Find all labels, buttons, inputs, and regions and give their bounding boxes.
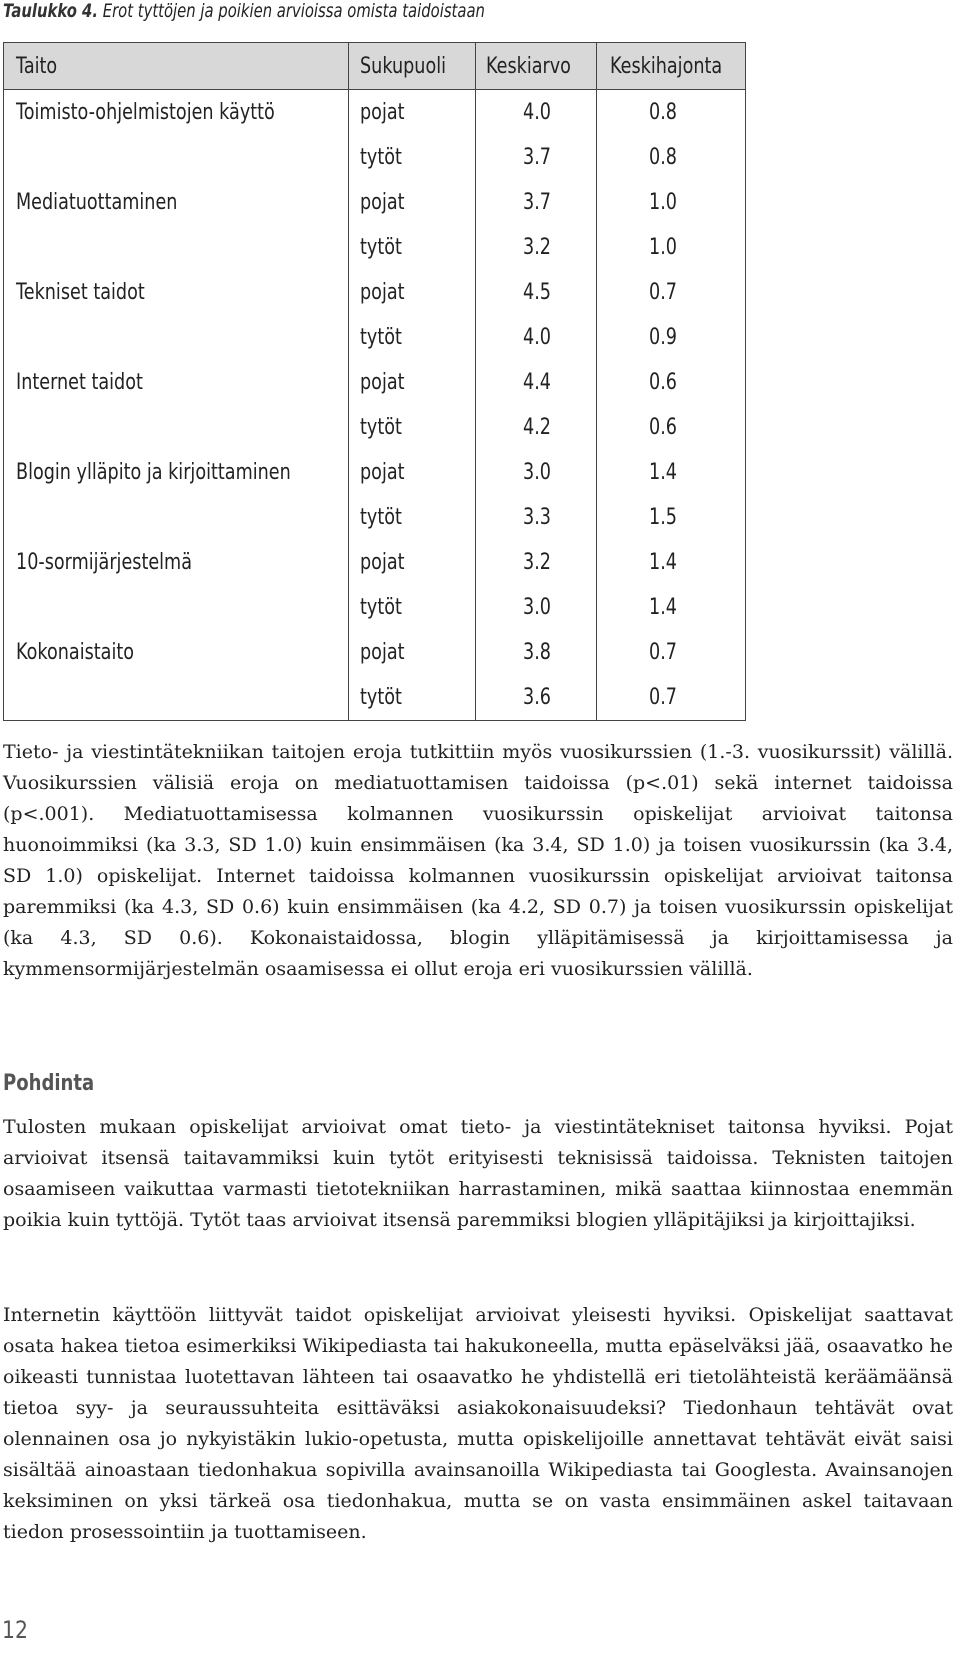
table-row: [4, 540, 746, 585]
table-cell: tytöt: [349, 585, 476, 630]
table-cell: 0.8: [597, 90, 746, 136]
table-row: [4, 315, 746, 360]
table-row: [4, 675, 746, 721]
table-row: [4, 225, 746, 270]
table-cell: 1.4: [597, 450, 746, 495]
table-cell: 1.5: [597, 495, 746, 540]
table-cell: 0.7: [597, 270, 746, 315]
table-cell: 1.0: [597, 225, 746, 270]
table-cell: tytöt: [349, 675, 476, 721]
table-cell: Internet taidot: [4, 360, 349, 405]
results-paragraph: Tieto- ja viestintätekniikan taitojen eroja tutkittiin myös vuosikurssien (1.-3. vuosikurssit) välillä. Vuosikurssien välisiä eroja on mediatuottamisen taidoissa (p<.01) sekä internet taidoissa (p<.001). Mediatuottamisessa kolmannen vuosikurssin opiskelijat arvioivat taitonsa huonoimmiksi (ka 3.3, SD 1.0) kuin ensimmäisen (ka 3.4, SD 1.0) ja toisen vuosikurssin (ka 3.4, SD 1.0) opiskelijat. Internet taidoissa kolmannen vuosikurssin opiskelijat arvioivat taitonsa paremmiksi (ka 4.3, SD 0.6) kuin ensimmäisen (ka 4.2, SD 0.7) ja toisen vuosikurssin opiskelijat (ka 4.3, SD 0.6). Kokonaistaidossa, blogin ylläpitämisessä ja kirjoittamisessa ja kymmensormijärjestelmän osaamisessa ei ollut eroja eri vuosikurssien välillä.: [3, 741, 953, 980]
table-cell: Mediatuottaminen: [4, 180, 349, 225]
table-caption-text: Erot tyttöjen ja poikien arvioissa omista taidoistaan: [102, 0, 485, 22]
table-cell: 3.8: [476, 630, 597, 675]
header-cell: Keskihajonta: [597, 43, 746, 90]
table-cell: 0.7: [597, 675, 746, 721]
table-cell: 4.0: [476, 90, 597, 136]
table-cell: [4, 495, 349, 540]
table-row: [4, 360, 746, 405]
table-cell: 4.5: [476, 270, 597, 315]
table-cell: 0.8: [597, 135, 746, 180]
table-cell: [4, 405, 349, 450]
table-cell: 3.2: [476, 225, 597, 270]
table-cell: tytöt: [349, 495, 476, 540]
table-row: [4, 450, 746, 495]
table-cell: 0.6: [597, 360, 746, 405]
table-cell: 0.6: [597, 405, 746, 450]
table-cell: pojat: [349, 360, 476, 405]
table-cell: 3.7: [476, 135, 597, 180]
table-cell: [4, 135, 349, 180]
table-cell: pojat: [349, 90, 476, 136]
table-cell: 4.4: [476, 360, 597, 405]
table-cell: tytöt: [349, 405, 476, 450]
table-cell: Blogin ylläpito ja kirjoittaminen: [4, 450, 349, 495]
table-cell: 1.4: [597, 585, 746, 630]
table-cell: 3.2: [476, 540, 597, 585]
table-cell: 4.2: [476, 405, 597, 450]
table-cell: 1.4: [597, 540, 746, 585]
table-cell: Tekniset taidot: [4, 270, 349, 315]
table-caption: [3, 0, 485, 22]
table-cell: 0.9: [597, 315, 746, 360]
table-caption-label: Taulukko 4.: [3, 0, 99, 22]
table-cell: Kokonaistaito: [4, 630, 349, 675]
header-cell: Keskiarvo: [476, 43, 597, 90]
table-cell: [4, 315, 349, 360]
table-cell: [4, 675, 349, 721]
table-cell: 3.0: [476, 585, 597, 630]
table-header-row: [4, 43, 746, 90]
table-cell: Toimisto-ohjelmistojen käyttö: [4, 90, 349, 136]
table-cell: 0.7: [597, 630, 746, 675]
table-cell: pojat: [349, 540, 476, 585]
table-row: [4, 135, 746, 180]
table-cell: 3.7: [476, 180, 597, 225]
header-cell: Taito: [4, 43, 349, 90]
table-cell: tytöt: [349, 225, 476, 270]
table-cell: tytöt: [349, 315, 476, 360]
table-row: [4, 180, 746, 225]
table-cell: 10-sormijärjestelmä: [4, 540, 349, 585]
table-row: [4, 405, 746, 450]
table-cell: [4, 225, 349, 270]
table-cell: 3.0: [476, 450, 597, 495]
table-body: [4, 90, 746, 721]
section-heading: Pohdinta: [3, 1071, 95, 1096]
page-number: 12: [2, 1616, 28, 1644]
table-row: [4, 585, 746, 630]
skills-table: [3, 42, 746, 721]
table-cell: 1.0: [597, 180, 746, 225]
table-row: [4, 270, 746, 315]
table-cell: pojat: [349, 180, 476, 225]
table-cell: 3.3: [476, 495, 597, 540]
discussion-paragraph-2: Internetin käyttöön liittyvät taidot opiskelijat arvioivat yleisesti hyviksi. Opiskelijat saattavat osata hakea tietoa esimerkiksi Wikipediasta tai hakukoneella, mutta epäselväksi jää, osaavatko he oikeasti tunnistaa luotettavan lähteen tai osaavatko he yhdistellä eri tietolähteistä keräämäänsä tietoa syy- ja seuraussuhteita esittäväksi asiakokonaisuudeksi? Tiedonhaun tehtävät ovat olennainen osa jo nykyistäkin lukio-opetusta, mutta opiskelijoille annettavat tehtävät eivät saisi sisältää ainoastaan tiedonhakua sopivilla avainsanoilla Wikipediasta tai Googlesta. Avainsanojen keksiminen on yksi tärkeä osa tiedonhakua, mutta se on vasta ensimmäinen askel taitavaan tiedon prosessointiin ja tuottamiseen.: [3, 1304, 953, 1543]
table-cell: pojat: [349, 270, 476, 315]
table-cell: 3.6: [476, 675, 597, 721]
table-cell: [4, 585, 349, 630]
table-row: [4, 90, 746, 136]
table-cell: pojat: [349, 450, 476, 495]
header-cell: Sukupuoli: [349, 43, 476, 90]
table-row: [4, 495, 746, 540]
table-cell: 4.0: [476, 315, 597, 360]
table-row: [4, 630, 746, 675]
table-cell: pojat: [349, 630, 476, 675]
discussion-paragraph-1: Tulosten mukaan opiskelijat arvioivat omat tieto- ja viestintätekniset taitonsa hyviksi. Pojat arvioivat itsensä taitavammiksi kuin tytöt erityisesti teknisissä taidoissa. Teknisten taitojen osaamiseen vaikuttaa varmasti tietotekniikan harrastaminen, mikä saattaa kiinnostaa enemmän poikia kuin tyttöjä. Tytöt taas arvioivat itsensä paremmiksi blogien ylläpitäjiksi ja kirjoittajiksi.: [3, 1116, 953, 1231]
table-cell: tytöt: [349, 135, 476, 180]
